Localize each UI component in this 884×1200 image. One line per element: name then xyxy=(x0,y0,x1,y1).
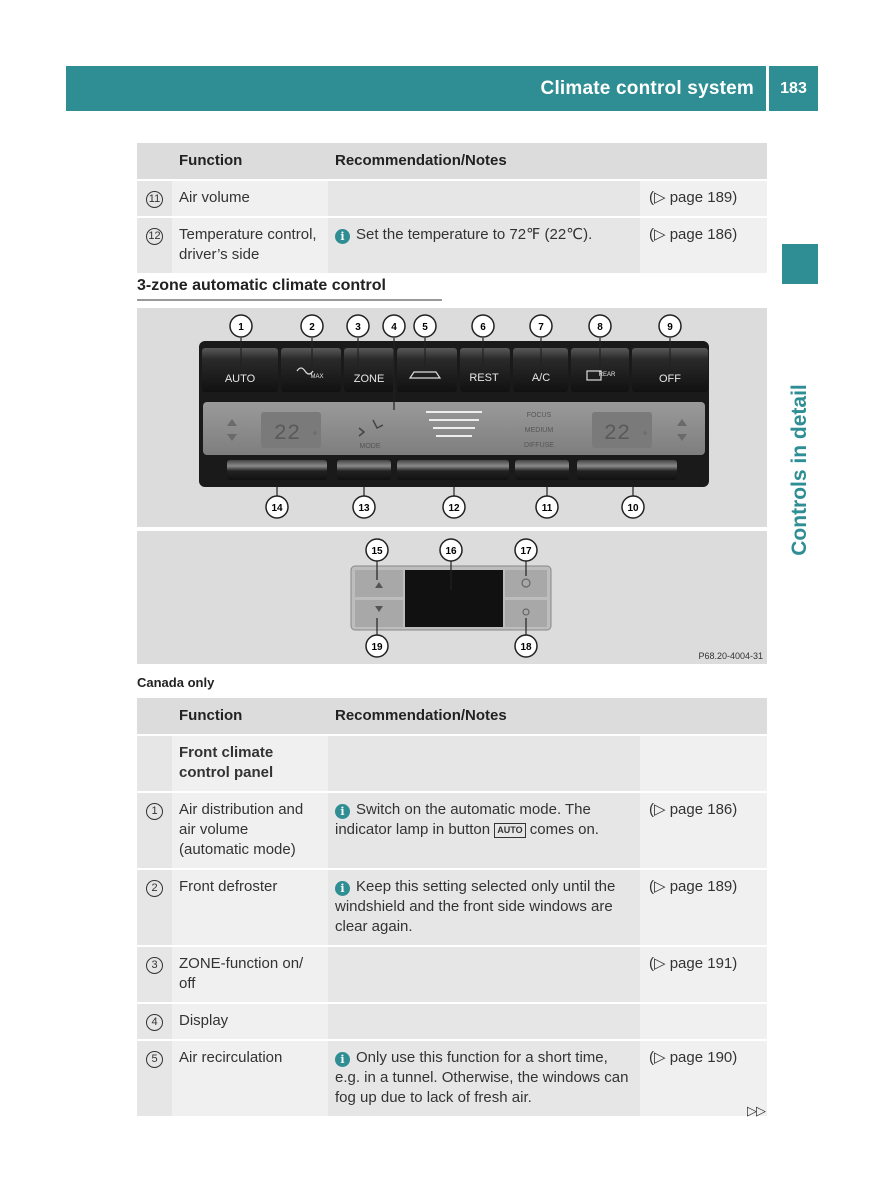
page-title: Climate control system xyxy=(540,78,754,99)
callout-6: 6 xyxy=(480,322,486,333)
table-row xyxy=(137,217,767,273)
left-temp-thumbwheel xyxy=(227,460,327,480)
function-cell: Display xyxy=(172,1003,328,1040)
function-cell: Air volume xyxy=(172,180,328,217)
rear-label: REAR xyxy=(598,372,616,378)
function-cell: Air distribution and air volume (automatic mode) xyxy=(172,792,328,869)
right-temp-readout: 22 xyxy=(603,421,631,446)
col-ref-header xyxy=(640,698,767,735)
climate-control-panel-figure xyxy=(137,308,767,664)
ac-label: A/C xyxy=(531,372,551,384)
info-icon: i xyxy=(335,1052,350,1067)
side-chapter-label: Controls in detail xyxy=(788,384,811,556)
item-number-badge: 4 xyxy=(146,1014,163,1031)
recirculation-button xyxy=(397,348,457,392)
col-notes-header: Recommendation/Notes xyxy=(328,698,640,735)
info-icon: i xyxy=(335,229,350,244)
table-header-row xyxy=(137,698,767,735)
note-text: Switch on the automatic mode. The indicator lamp in button xyxy=(335,801,591,838)
right-temp-thumbwheel xyxy=(577,460,677,480)
item-number-badge: 1 xyxy=(146,803,163,820)
rear-temp-down-button xyxy=(355,600,403,627)
callout-18: 18 xyxy=(520,642,532,653)
item-number-badge: 2 xyxy=(146,880,163,897)
mode-focus-label: FOCUS xyxy=(526,412,552,419)
col-ref-header xyxy=(640,143,767,180)
callout-5: 5 xyxy=(422,322,428,333)
item-number-badge: 5 xyxy=(146,1051,163,1068)
col-function-header: Function xyxy=(172,143,328,180)
zone-label: ZONE xyxy=(353,373,385,385)
header-bar xyxy=(66,66,766,111)
figure-ref-code: P68.20-4004-31 xyxy=(698,651,763,661)
callout-17: 17 xyxy=(520,546,532,557)
callout-9: 9 xyxy=(667,322,673,333)
air-distribution-thumbwheel xyxy=(515,460,569,480)
notes-cell xyxy=(328,869,640,946)
table-row xyxy=(137,869,767,946)
svg-text:°: ° xyxy=(643,431,647,442)
defrost-max-button xyxy=(281,348,341,392)
notes-cell xyxy=(328,1003,640,1040)
col-num-header xyxy=(137,143,172,180)
auto-label: AUTO xyxy=(224,373,256,385)
left-temp-readout: 22 xyxy=(273,421,301,446)
function-cell: Front defroster xyxy=(172,869,328,946)
mode-label: MODE xyxy=(359,443,381,450)
callout-15: 15 xyxy=(371,546,383,557)
page-ref-cell: (▷ page 186) xyxy=(640,217,767,273)
page-ref-cell: (▷ page 190) xyxy=(640,1040,767,1116)
note-text-end: comes on. xyxy=(525,821,599,838)
button-row xyxy=(202,348,708,392)
auto-key-icon: AUTO xyxy=(494,823,525,838)
page-ref-cell: (▷ page 186) xyxy=(640,792,767,869)
page-number: 183 xyxy=(769,66,818,111)
mode-thumbwheel xyxy=(337,460,391,480)
table-row xyxy=(137,1040,767,1116)
notes-cell xyxy=(328,946,640,1003)
function-cell: ZONE-function on/ off xyxy=(172,946,328,1003)
max-label: MAX xyxy=(310,374,324,380)
function-table-continued xyxy=(137,143,767,273)
function-table xyxy=(137,698,767,1116)
callout-10: 10 xyxy=(627,503,639,514)
info-icon: i xyxy=(335,804,350,819)
col-num-header xyxy=(137,698,172,735)
callout-4: 4 xyxy=(391,322,397,333)
table-row xyxy=(137,792,767,869)
info-icon: i xyxy=(335,881,350,896)
callout-11: 11 xyxy=(541,503,553,514)
callout-19: 19 xyxy=(371,642,383,653)
rear-display xyxy=(405,570,503,627)
mode-diffuse-label: DIFFUSE xyxy=(524,442,554,449)
notes-cell xyxy=(328,180,640,217)
figure-caption: Canada only xyxy=(137,675,215,690)
auto-button xyxy=(202,348,278,392)
callout-12: 12 xyxy=(448,503,460,514)
zone-button xyxy=(344,348,394,392)
page-ref-cell: (▷ page 191) xyxy=(640,946,767,1003)
svg-text:°: ° xyxy=(313,431,317,442)
table-subheading-row xyxy=(137,735,767,792)
callout-7: 7 xyxy=(538,322,544,333)
notes-cell xyxy=(328,1040,640,1116)
table-row xyxy=(137,1003,767,1040)
section-heading: 3-zone automatic climate control xyxy=(137,277,442,301)
col-function-header: Function xyxy=(172,698,328,735)
item-number-badge: 12 xyxy=(146,228,163,245)
page-ref-cell: (▷ page 189) xyxy=(640,869,767,946)
note-text: Only use this function for a short time, e.g. in a tunnel. Otherwise, the windows can fog up due to lack of fresh air. xyxy=(335,1049,629,1106)
note-text: Set the temperature to 72℉ (22℃). xyxy=(356,226,593,243)
note-text: Keep this setting selected only until the windshield and the front side windows are clear again. xyxy=(335,878,616,935)
callout-3: 3 xyxy=(355,322,361,333)
page-ref-cell: (▷ page 189) xyxy=(640,180,767,217)
rest-button xyxy=(460,348,510,392)
table-row xyxy=(137,180,767,217)
air-volume-thumbwheel xyxy=(397,460,509,480)
side-tab-marker xyxy=(782,244,818,284)
notes-cell xyxy=(328,217,640,273)
mode-medium-label: MEDIUM xyxy=(524,427,554,434)
rest-label: REST xyxy=(469,372,499,384)
col-notes-header: Recommendation/Notes xyxy=(328,143,640,180)
callout-13: 13 xyxy=(358,503,370,514)
callout-2: 2 xyxy=(309,322,315,333)
continued-marker-icon: ▷▷ xyxy=(747,1103,765,1118)
page-ref-cell xyxy=(640,1003,767,1040)
function-cell: Air recirculation xyxy=(172,1040,328,1116)
callout-8: 8 xyxy=(597,322,603,333)
item-number-badge: 11 xyxy=(146,191,163,208)
subheading-cell: Front climate control panel xyxy=(172,735,328,792)
table-header-row xyxy=(137,143,767,180)
notes-cell xyxy=(328,792,640,869)
function-cell: Temperature control, driver’s side xyxy=(172,217,328,273)
callout-14: 14 xyxy=(271,503,283,514)
off-label: OFF xyxy=(659,373,681,385)
callout-16: 16 xyxy=(445,546,457,557)
item-number-badge: 3 xyxy=(146,957,163,974)
table-row xyxy=(137,946,767,1003)
callout-1: 1 xyxy=(238,322,244,333)
